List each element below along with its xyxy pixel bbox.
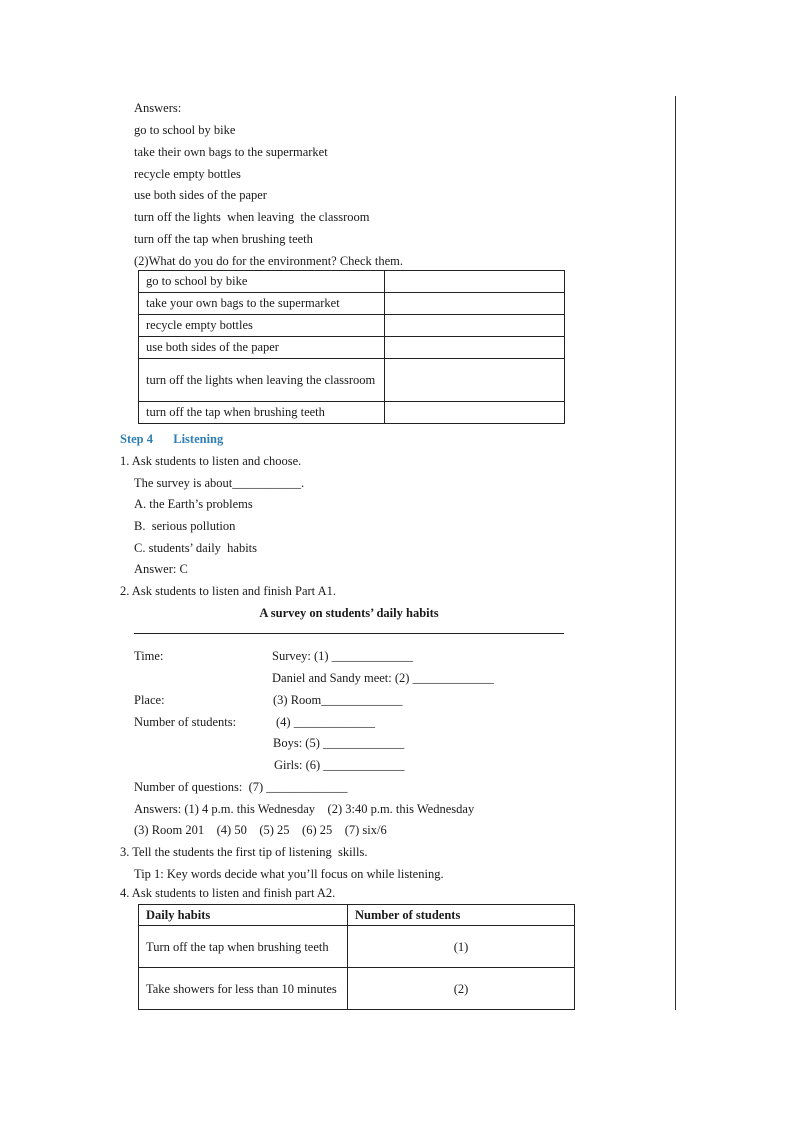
answer-item: turn off the tap when brushing teeth — [134, 232, 313, 246]
table-row — [139, 926, 575, 968]
survey-answers-1: Answers: (1) 4 p.m. this Wednesday (2) 3:40 p.m. this Wednesday — [134, 802, 475, 816]
answer-item: turn off the lights when leaving the classroom — [134, 210, 370, 224]
survey-title: A survey on students’ daily habits — [259, 606, 439, 620]
table-cell: take your own bags to the supermarket — [139, 293, 385, 315]
item2-text: 2. Ask students to listen and finish Part A1. — [120, 584, 336, 598]
survey-line: Survey: (1) _____________ — [272, 649, 413, 663]
answers-label: Answers: — [134, 101, 182, 115]
girls-line: Girls: (6) _____________ — [274, 758, 405, 772]
tip-text: Tip 1: Key words decide what you’ll focus on while listening. — [134, 867, 444, 881]
table-cell: turn off the lights when leaving the classroom — [139, 359, 385, 402]
table-row — [139, 271, 565, 293]
answer-item: go to school by bike — [134, 123, 236, 137]
students-label: Number of students: — [134, 715, 237, 729]
habit-cell: Take showers for less than 10 minutes — [139, 968, 348, 1010]
habit-cell: Turn off the tap when brushing teeth — [139, 926, 348, 968]
meet-line: Daniel and Sandy meet: (2) _____________ — [272, 671, 494, 685]
check-cell[interactable] — [385, 402, 565, 424]
check-cell[interactable] — [385, 315, 565, 337]
questions-line: Number of questions: (7) _____________ — [134, 780, 348, 794]
survey-divider — [134, 633, 564, 634]
item4-text: 4. Ask students to listen and finish part A2. — [120, 886, 336, 900]
environment-check-table — [138, 270, 565, 424]
table-cell: go to school by bike — [139, 271, 385, 293]
check-cell[interactable] — [385, 359, 565, 402]
table-row — [139, 293, 565, 315]
table-cell: use both sides of the paper — [139, 337, 385, 359]
check-cell[interactable] — [385, 337, 565, 359]
check-question: (2)What do you do for the environment? Check them. — [134, 254, 404, 268]
step-title: Listening — [173, 432, 224, 446]
item1-text: 1. Ask students to listen and choose. — [120, 454, 302, 468]
item1-answer: Answer: C — [134, 562, 188, 576]
table-row — [139, 402, 565, 424]
header-number-of-students: Number of students — [348, 905, 575, 926]
place-line: (3) Room_____________ — [273, 693, 403, 707]
boys-line: Boys: (5) _____________ — [273, 736, 405, 750]
step4-heading — [120, 432, 223, 447]
number-cell: (2) — [348, 968, 575, 1010]
option-a: A. the Earth’s problems — [134, 497, 253, 511]
number-cell: (1) — [348, 926, 575, 968]
survey-answers-2: (3) Room 201 (4) 50 (5) 25 (6) 25 (7) six/6 — [134, 823, 387, 837]
step-label: Step 4 — [120, 432, 153, 446]
students-line: (4) _____________ — [276, 715, 375, 729]
table-row — [139, 337, 565, 359]
table-cell: recycle empty bottles — [139, 315, 385, 337]
header-daily-habits: Daily habits — [139, 905, 348, 926]
item3-text: 3. Tell the students the first tip of listening skills. — [120, 845, 368, 859]
table-row — [139, 315, 565, 337]
option-c: C. students’ daily habits — [134, 541, 258, 555]
item1-question: The survey is about___________. — [134, 476, 305, 490]
check-cell[interactable] — [385, 293, 565, 315]
check-cell[interactable] — [385, 271, 565, 293]
place-label: Place: — [134, 693, 165, 707]
option-b: B. serious pollution — [134, 519, 236, 533]
answer-item: use both sides of the paper — [134, 188, 267, 202]
time-label: Time: — [134, 649, 164, 663]
table-row — [139, 359, 565, 402]
table-row — [139, 968, 575, 1010]
answer-item: recycle empty bottles — [134, 167, 241, 181]
table-header-row — [139, 905, 575, 926]
table-cell: turn off the tap when brushing teeth — [139, 402, 385, 424]
right-margin-rule — [675, 96, 676, 1010]
answer-item: take their own bags to the supermarket — [134, 145, 328, 159]
habits-table — [138, 904, 575, 1010]
